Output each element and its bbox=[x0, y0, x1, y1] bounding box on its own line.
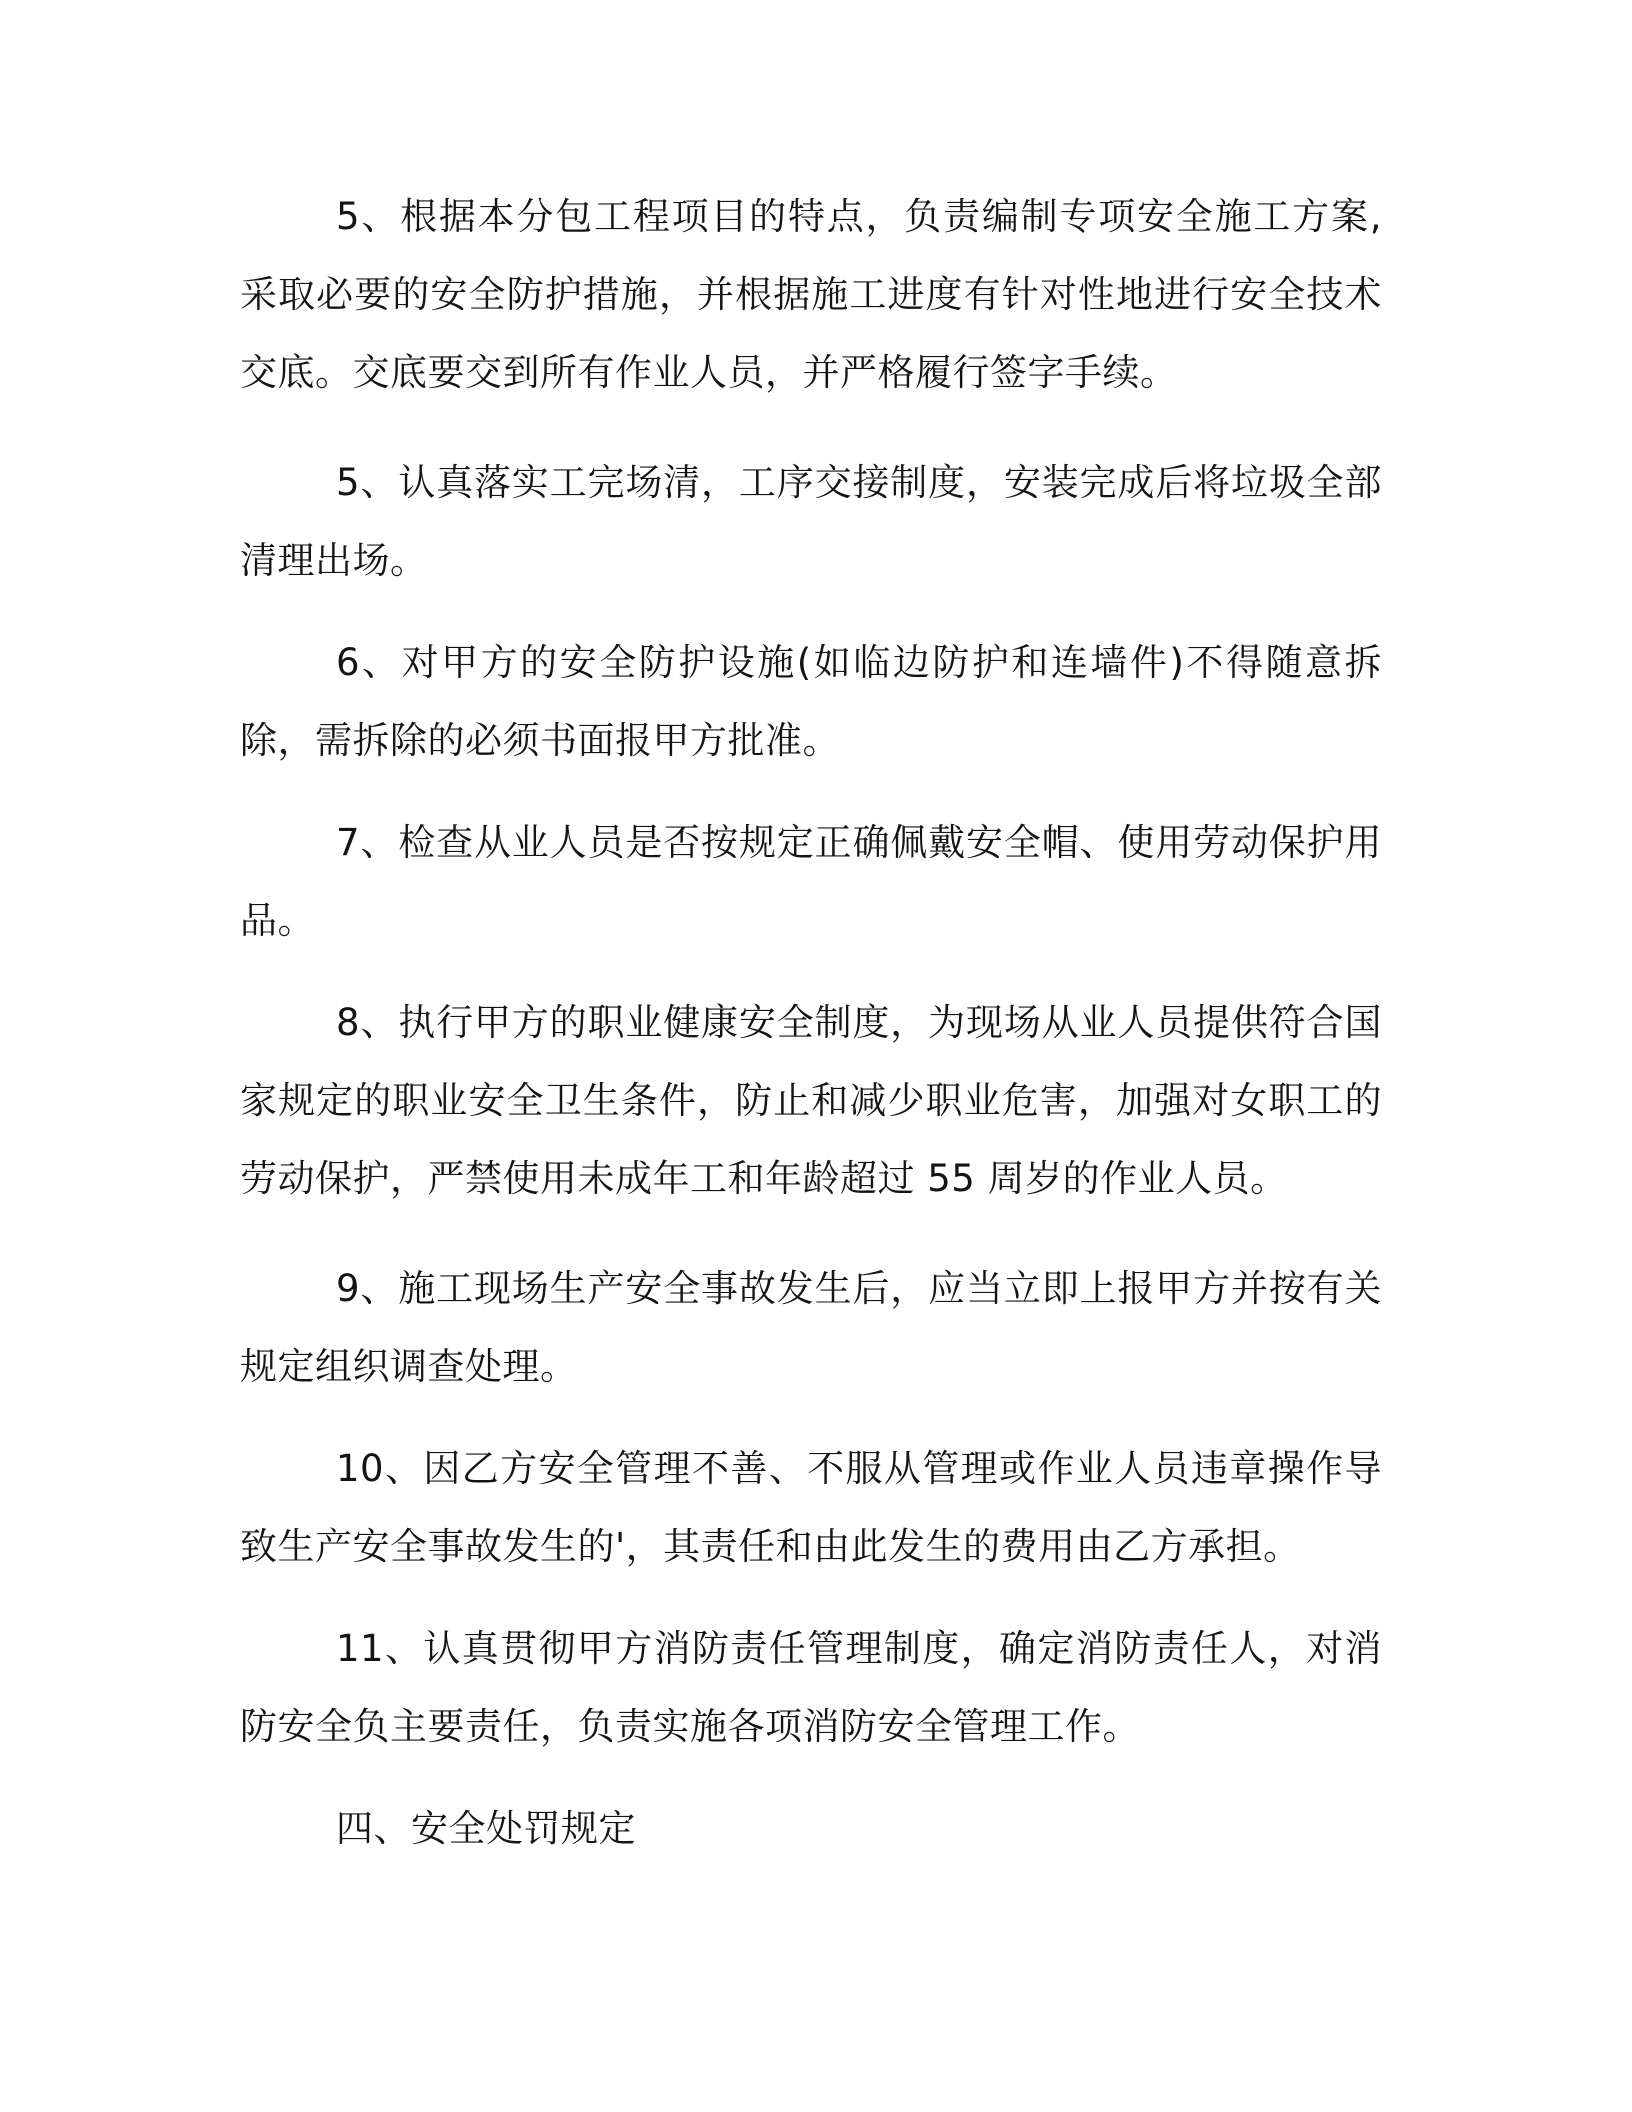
paragraph-item-6: 6、对甲方的安全防护设施(如临边防护和连墙件)不得随意拆除，需拆除的必须书面报甲方批准。 bbox=[240, 641, 1382, 762]
paragraph-item-10: 10、因乙方安全管理不善、不服从管理或作业人员违章操作导致生产安全事故发生的'，其责任和由此发生的费用由乙方承担。 bbox=[240, 1447, 1382, 1568]
paragraph-item-5b: 5、认真落实工完场清，工序交接制度，安装完成后将垃圾全部清理出场。 bbox=[240, 461, 1382, 582]
paragraph-item-11: 11、认真贯彻甲方消防责任管理制度，确定消防责任人，对消防安全负主要责任，负责实施各项消防安全管理工作。 bbox=[240, 1627, 1382, 1748]
paragraph-item-7: 7、检查从业人员是否按规定正确佩戴安全帽、使用劳动保护用品。 bbox=[240, 821, 1382, 942]
paragraph-item-5a: 5、根据本分包工程项目的特点，负责编制专项安全施工方案,采取必要的安全防护措施，并根据施工进度有针对性地进行安全技术交底。交底要交到所有作业人员，并严格履行签字手续。 bbox=[240, 195, 1382, 394]
paragraph-item-8: 8、执行甲方的职业健康安全制度，为现场从业人员提供符合国家规定的职业安全卫生条件，防止和减少职业危害，加强对女职工的劳动保护，严禁使用未成年工和年龄超过 55 周岁的作业人员。 bbox=[240, 1001, 1382, 1200]
paragraph-item-9: 9、施工现场生产安全事故发生后，应当立即上报甲方并按有关规定组织调查处理。 bbox=[240, 1267, 1382, 1388]
section-heading: 四、安全处罚规定 bbox=[336, 1807, 636, 1850]
